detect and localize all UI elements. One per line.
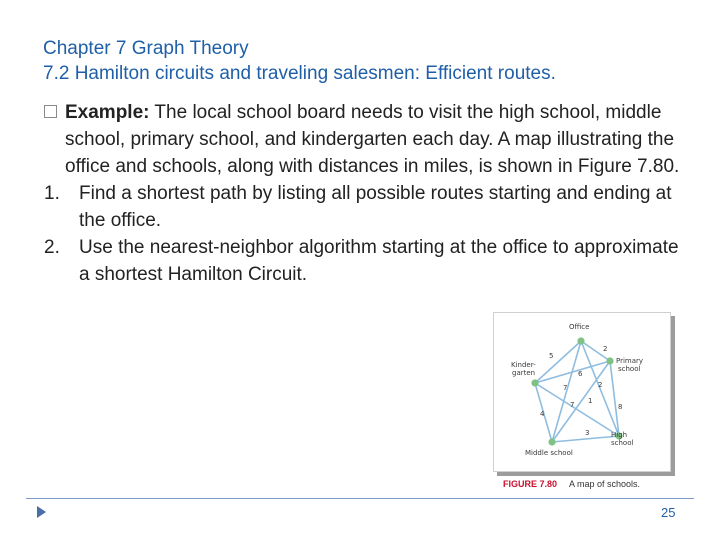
node-label-high-1: High — [611, 431, 628, 439]
task-number-2: 2. — [44, 237, 60, 258]
weight-kinder-high: 7 — [570, 401, 575, 409]
school-map-graph — [494, 313, 672, 473]
example-label: Example: — [65, 102, 150, 123]
weight-office-primary: 2 — [603, 345, 608, 353]
node-label-primary-1: Primary — [616, 357, 644, 365]
slide-header — [43, 36, 556, 86]
figure-caption-text: A map of schools. — [569, 479, 641, 489]
node-kinder — [531, 379, 538, 386]
weight-middle-high: 3 — [585, 429, 590, 437]
task-number-1: 1. — [44, 183, 60, 204]
example-paragraph — [44, 99, 684, 180]
node-label-kinder-1: Kinder- — [511, 361, 536, 369]
node-label-primary-2: school — [618, 365, 641, 373]
figure-frame — [493, 312, 671, 472]
section-title: 7.2 Hamilton circuits and traveling salesmen: Efficient routes. — [43, 63, 556, 84]
slide-marker-icon — [37, 506, 46, 518]
weight-office-high: 1 — [588, 397, 593, 405]
node-label-middle: Middle school — [525, 449, 573, 457]
task-text-2: Use the nearest-neighbor algorithm starting at the office to approximate a shortest Hamilton Circuit. — [79, 237, 679, 285]
weight-office-kinder: 5 — [549, 352, 554, 360]
page-number: 25 — [661, 505, 676, 520]
weight-primary-middle: 2 — [598, 381, 603, 389]
figure-caption-id: FIGURE 7.80 — [503, 479, 558, 489]
square-bullet-icon — [44, 105, 57, 118]
figure-7-80 — [493, 312, 679, 492]
node-primary — [606, 357, 613, 364]
node-label-office: Office — [569, 323, 590, 331]
task-item-2 — [44, 234, 684, 288]
task-text-1: Find a shortest path by listing all possible routes starting and ending at the office. — [79, 183, 672, 231]
node-label-high-2: school — [611, 439, 634, 447]
chapter-title: Chapter 7 Graph Theory — [43, 38, 249, 59]
task-item-1 — [44, 180, 684, 234]
node-label-kinder-2: garten — [512, 369, 536, 377]
weight-office-middle: 6 — [578, 370, 583, 378]
example-text: The local school board needs to visit the high school, middle school, primary school, and kindergarten each day. A map illustrating the office and schools, along with distances in miles, is shown in Figure 7.80. — [65, 102, 680, 177]
slide-body — [44, 99, 684, 288]
weight-kinder-middle: 4 — [540, 410, 545, 418]
node-middle — [548, 438, 555, 445]
weight-kinder-primary: 7 — [563, 384, 568, 392]
footer-divider — [26, 498, 694, 499]
node-office — [577, 337, 584, 344]
weight-primary-high: 8 — [618, 403, 623, 411]
